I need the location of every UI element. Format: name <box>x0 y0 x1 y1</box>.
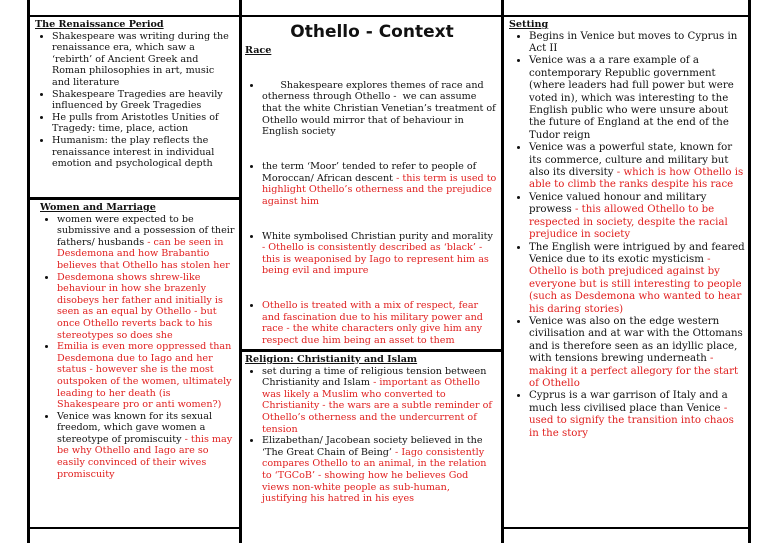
list-item: • Venice was a powerful state, known for its commerce, culture and military but also its diversity - which is how Othello is able to climb the ranks despite his race <box>529 142 745 192</box>
setting-list <box>509 31 745 440</box>
divider-right-edge <box>748 0 751 543</box>
divider-left-column <box>27 0 30 543</box>
list-item: • Othello is treated with a mix of respect, fear and fascination due to his military power and race - the white characters only give him any respect due him being an asset to them <box>262 300 497 346</box>
religion-heading: Religion: Christianity and Islam <box>245 354 418 365</box>
divider-col1-horizontal <box>27 197 241 200</box>
page-title: Othello - Context <box>290 22 454 42</box>
list-item: • Venice was also on the edge western civilisation and at war with the Ottomans and is therefore seen as an idyllic place, with tensions brewing underneath - making it a perfect allegory for the start of Othello <box>529 316 745 390</box>
divider-col2-col3 <box>501 0 504 543</box>
setting-heading: Setting <box>509 19 549 30</box>
list-item: • Elizabethan/ Jacobean society believed in the ‘The Great Chain of Being’ - Iago consistently compares Othello to an animal, in the relation to ‘TGCoB’ - showing how he believes God views non-white people as sub-human, justifying his hatred in his eyes <box>262 435 497 505</box>
renaissance-list <box>35 31 235 170</box>
women-list <box>40 214 236 481</box>
divider-bottom-col1 <box>27 527 241 529</box>
divider-col2-horizontal <box>239 349 503 352</box>
race-heading: Race <box>245 45 272 56</box>
list-item: • Venice was a a rare example of a contemporary Republic government (where leaders had full power but were voted in), which was interesting to the English public who were unsure about the future of England at the end of the Tudor reign <box>529 55 745 142</box>
race-list <box>245 57 497 348</box>
list-item: • The English were intrigued by and feared Venice due to its exotic mysticism - Othello is both prejudiced against by everyone but is still interesting to people (such as Desdemona who wanted to hear his daring stories) <box>529 242 745 316</box>
women-heading: Women and Marriage <box>40 202 156 213</box>
list-item: • women were expected to be submissive and a possession of their fathers/ husbands - can be seen in Desdemona and how Brabantio believes that Othello has stolen her <box>57 214 236 272</box>
women-marriage-panel <box>40 202 236 527</box>
setting-panel <box>509 19 745 525</box>
list-item: • Humanism: the play reflects the renaissance interest in individual emotion and psychological depth <box>52 135 235 170</box>
list-item: • Begins in Venice but moves to Cyprus in Act II <box>529 31 745 56</box>
list-item: • the term ‘Moor’ tended to refer to people of Moroccan/ African descent - this term is used to highlight Othello’s otherness and the prejudice against him <box>262 161 497 207</box>
list-item: • Venice was known for its sexual freedom, which gave women a stereotype of promiscuity - this may be why Othello and Iago are so easily convinced of their wives promiscuity <box>57 411 236 481</box>
list-item: • Shakespeare Tragedies are heavily influenced by Greek Tragedies <box>52 89 235 112</box>
renaissance-heading: The Renaissance Period <box>35 19 164 30</box>
list-item: • He pulls from Aristotles Unities of Tragedy: time, place, action <box>52 112 235 135</box>
religion-panel <box>245 354 497 524</box>
list-item: • Venice valued honour and military prowess - this allowed Othello to be respected in society, despite the racial prejudice in society <box>529 192 745 242</box>
list-item: • Desdemona shows shrew-like behaviour in how she brazenly disobeys her father and initially is seen as an equal by Othello - but once Othello reverts back to his stereotypes so does she <box>57 272 236 342</box>
list-item: • set during a time of religious tension between Christianity and Islam - important as Othello was likely a Muslim who converted to Christianity - the wars are a subtle reminder of Othello’s otherness and the undercurrent of tension <box>262 366 497 436</box>
list-item: • Cyprus is a war garrison of Italy and a much less civilised place than Venice - used to signify the transition into chaos in the story <box>529 390 745 440</box>
divider-col1-col2 <box>239 0 242 543</box>
list-item: • White symbolised Christian purity and morality - Othello is consistently described as ‘black’ - this is weaponised by Iago to represent him as being evil and impure <box>262 231 497 277</box>
race-panel <box>245 45 497 348</box>
list-item: • Emilia is even more oppressed than Desdemona due to Iago and her status - however she is the most outspoken of the women, ultimately leading to her death (is Shakespeare pro or anti women?) <box>57 341 236 411</box>
list-item: • Shakespeare explores themes of race and otherness through Othello - we can assume that the white Christian Venetian’s treatment of Othello would mirror that of behaviour in English society <box>262 80 497 138</box>
list-item: • Shakespeare was writing during the renaissance era, which saw a ‘rebirth’ of Ancient Greek and Roman philosophies in art, music and literature <box>52 31 235 89</box>
religion-list <box>245 366 497 505</box>
renaissance-panel <box>35 19 235 195</box>
divider-bottom-col3 <box>501 527 751 529</box>
divider-top <box>27 15 751 17</box>
